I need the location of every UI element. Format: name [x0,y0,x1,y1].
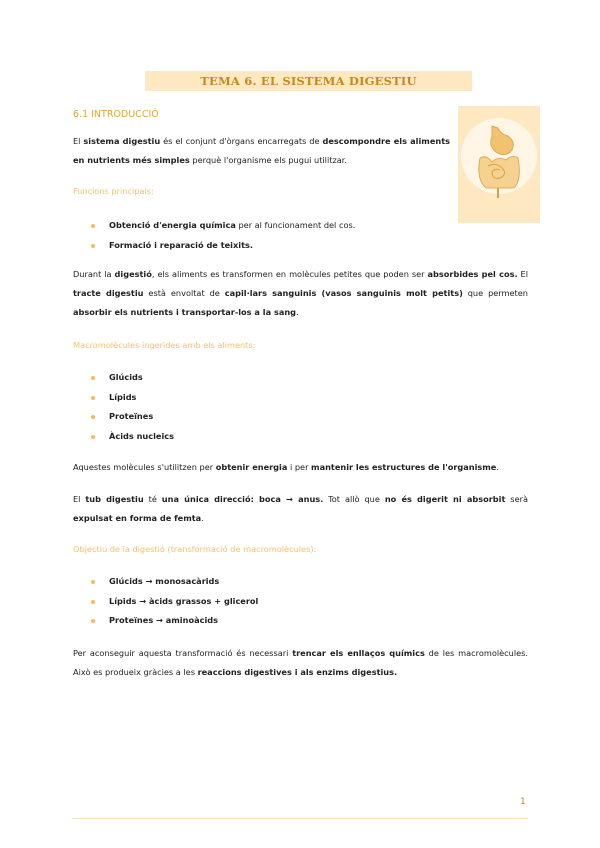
list-item: Obtenció d'energia química per al funcionament del cos. [91,216,355,236]
footer-divider [72,818,528,819]
list-item: Àcids nucleics [91,427,174,447]
us-paragraph: Aquestes molècules s'utilitzen per obtenir energia i per mantenir les estructures de l'organisme. [73,462,499,472]
objectiu-list [91,572,258,631]
digestive-system-icon [458,106,540,223]
list-item: Formació i reparació de teixits. [91,236,355,256]
page-title: TEMA 6. EL SISTEMA DIGESTIU [145,71,472,91]
objectiu-heading: Objectiu de la digestió (transformació de macromolècules): [73,544,317,554]
section-heading: 6.1 INTRODUCCIÓ [73,109,159,120]
funcions-list [91,216,355,255]
page-number: 1 [520,797,526,807]
macro-heading: Macromolècules ingerides amb els aliments: [73,340,256,350]
list-item: Glúcids → monosacàrids [91,572,258,592]
funcions-heading: Funcions principals: [73,186,154,196]
tub-paragraph: El tub digestiu té una única direcció: boca → anus. Tot allò que no és digerit ni absorbit serà expulsat en forma de femta. [73,494,528,523]
list-item: Glúcids [91,368,174,388]
digestive-system-illustration [458,106,540,223]
list-item: Proteïnes → aminoàcids [91,611,258,631]
list-item: Lípids → àcids grassos + glicerol [91,592,258,612]
list-item: Lípids [91,388,174,408]
intro-paragraph: El sistema digestiu és el conjunt d'òrgans encarregats de descompondre els aliments en nutrients més simples perquè l'organisme els pugui utilitzar. [73,136,450,165]
macro-list [91,368,174,446]
digestio-paragraph: Durant la digestió, els aliments es transformen en molècules petites que poden ser absorbides pel cos. El tracte digestiu està envoltat de capil·lars sanguinis (vasos sanguinis molt petits) que permeten absorbir els nutrients i transportar-los a la sang. [73,269,528,317]
list-item: Proteïnes [91,407,174,427]
final-paragraph: Per aconseguir aquesta transformació és necessari trencar els enllaços químics de les macromolècules. Això es produeix gràcies a les reaccions digestives i als enzims digestius. [73,648,529,677]
